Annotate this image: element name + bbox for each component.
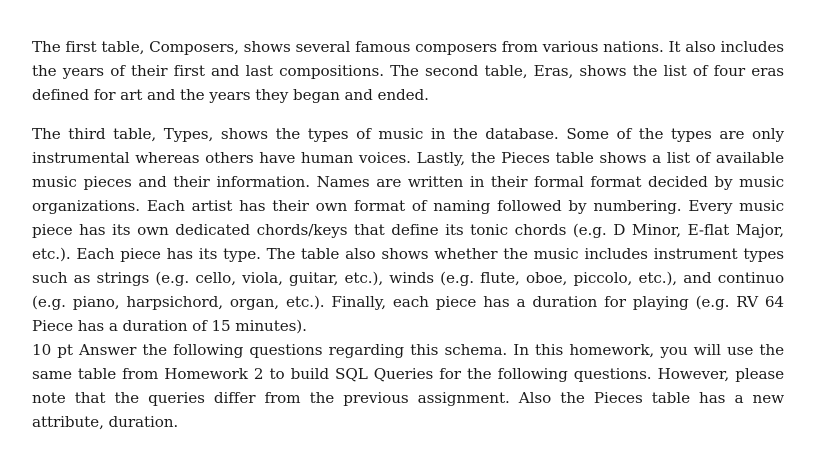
paragraph-instructions: 10 pt Answer the following questions regarding this schema. In this homework, you will use the same table from Homework 2 to build SQL Queries for the following questions. However, please note that the queries differ from the previous assignment. Also the Pieces table has a new attribute, duration. [32, 341, 784, 431]
paragraph-types-pieces: The third table, Types, shows the types of music in the database. Some of the types are only instrumental whereas others have human voices. Lastly, the Pieces table shows a list of available music pieces and their information. Names are written in their formal format decided by music organizations. Each artist has their own format of naming followed by numbering. Every music piece has its own dedicated chords/keys that define its tonic chords (e.g. D Minor, E-flat Major, etc.). Each piece has its type. The table also shows whether the music includes instrument types such as strings (e.g. cello, viola, guitar, etc.), winds (e.g. flute, oboe, piccolo, etc.), and continuo (e.g. piano, harpsichord, organ, etc.). Finally, each piece has a duration for playing (e.g. RV 64 Piece has a duration of 15 minutes). [32, 125, 784, 335]
paragraph-composers-eras: The first table, Composers, shows several famous composers from various nations. It also includes the years of their first and last compositions. The second table, Eras, shows the list of four eras defined for art and the years they began and ended. [32, 38, 784, 104]
document-body [32, 35, 784, 434]
